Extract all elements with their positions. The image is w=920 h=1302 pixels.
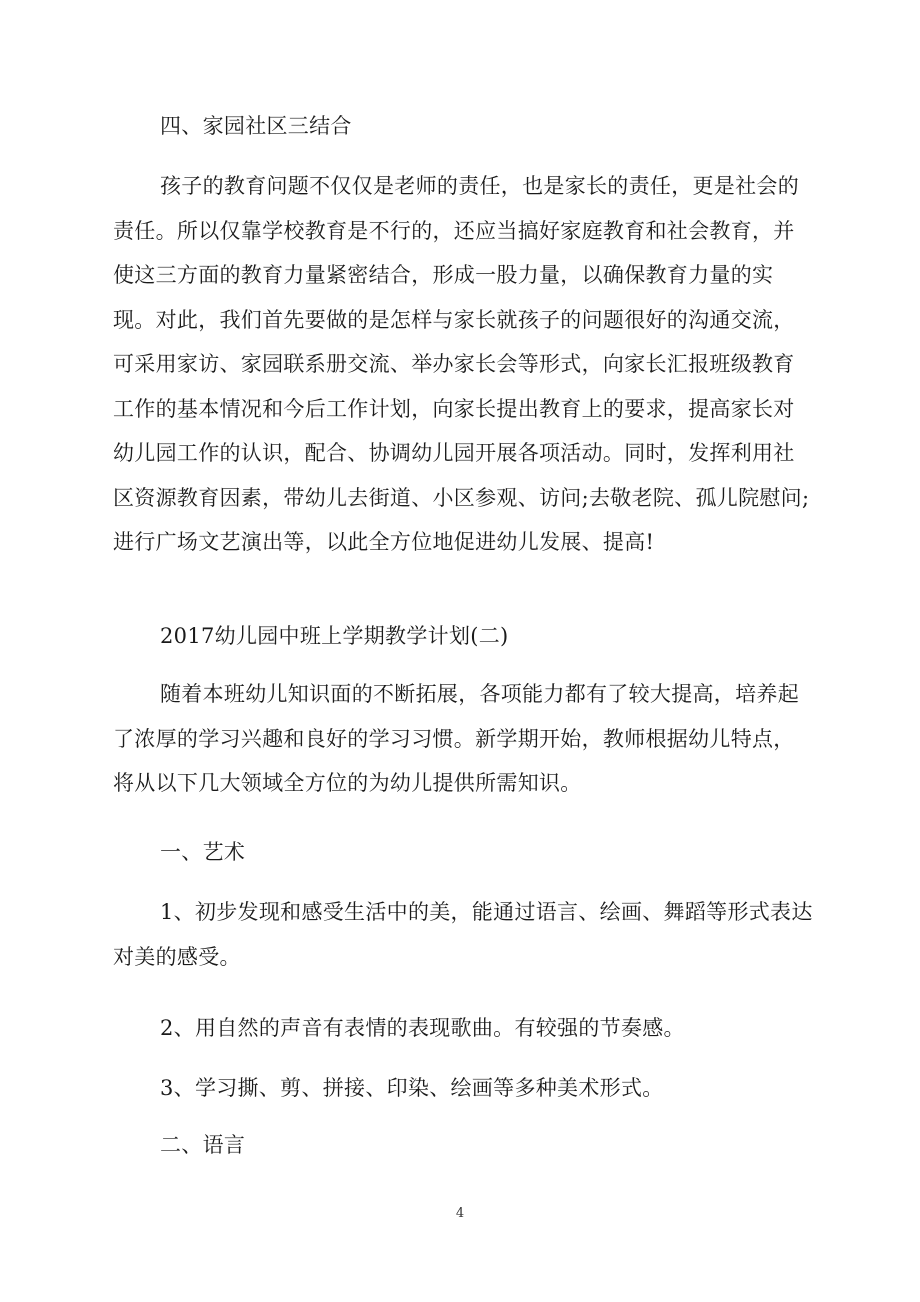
section-heading-language: 二、语言 bbox=[160, 1133, 246, 1157]
list-item-art-1: 1、初步发现和感受生活中的美，能通过语言、绘画、舞蹈等形式表达对美的感受。 bbox=[113, 900, 813, 969]
document-title: 2017幼儿园中班上学期教学计划(二) bbox=[160, 624, 509, 648]
section-heading-home-community: 四、家园社区三结合 bbox=[160, 114, 352, 138]
list-item-art-2: 2、用自然的声音有表情的表现歌曲。有较强的节奏感。 bbox=[160, 1016, 685, 1040]
paragraph-intro: 随着本班幼儿知识面的不断拓展，各项能力都有了较大提高，培养起了浓厚的学习兴趣和良好的学习习惯。新学期开始，教师根据幼儿特点，将从以下几大领域全方位的为幼儿提供所需知识。 bbox=[113, 682, 799, 795]
page-number: 4 bbox=[455, 1206, 465, 1221]
paragraph-home-community: 孩子的教育问题不仅仅是老师的责任，也是家长的责任，更是社会的责任。所以仅靠学校教育是不行的，还应当搞好家庭教育和社会教育，并使这三方面的教育力量紧密结合，形成一股力量，以确保教育力量的实现。对此，我们首先要做的是怎样与家长就孩子的问题很好的沟通交流，可采用家访、家园联系册交流、举办家长会等形式，向家长汇报班级教育工作的基本情况和今后工作计划，向家长提出教育上的要求，提高家长对幼儿园工作的认识，配合、协调幼儿园开展各项活动。同时，发挥利用社区资源教育因素，带幼儿去街道、小区参观、访问;去敬老院、孤儿院慰问;进行广场文艺演出等，以此全方位地促进幼儿发展、提高! bbox=[113, 174, 810, 554]
list-item-art-3: 3、学习撕、剪、拼接、印染、绘画等多种美术形式。 bbox=[160, 1076, 664, 1100]
section-heading-art: 一、艺术 bbox=[160, 840, 246, 864]
